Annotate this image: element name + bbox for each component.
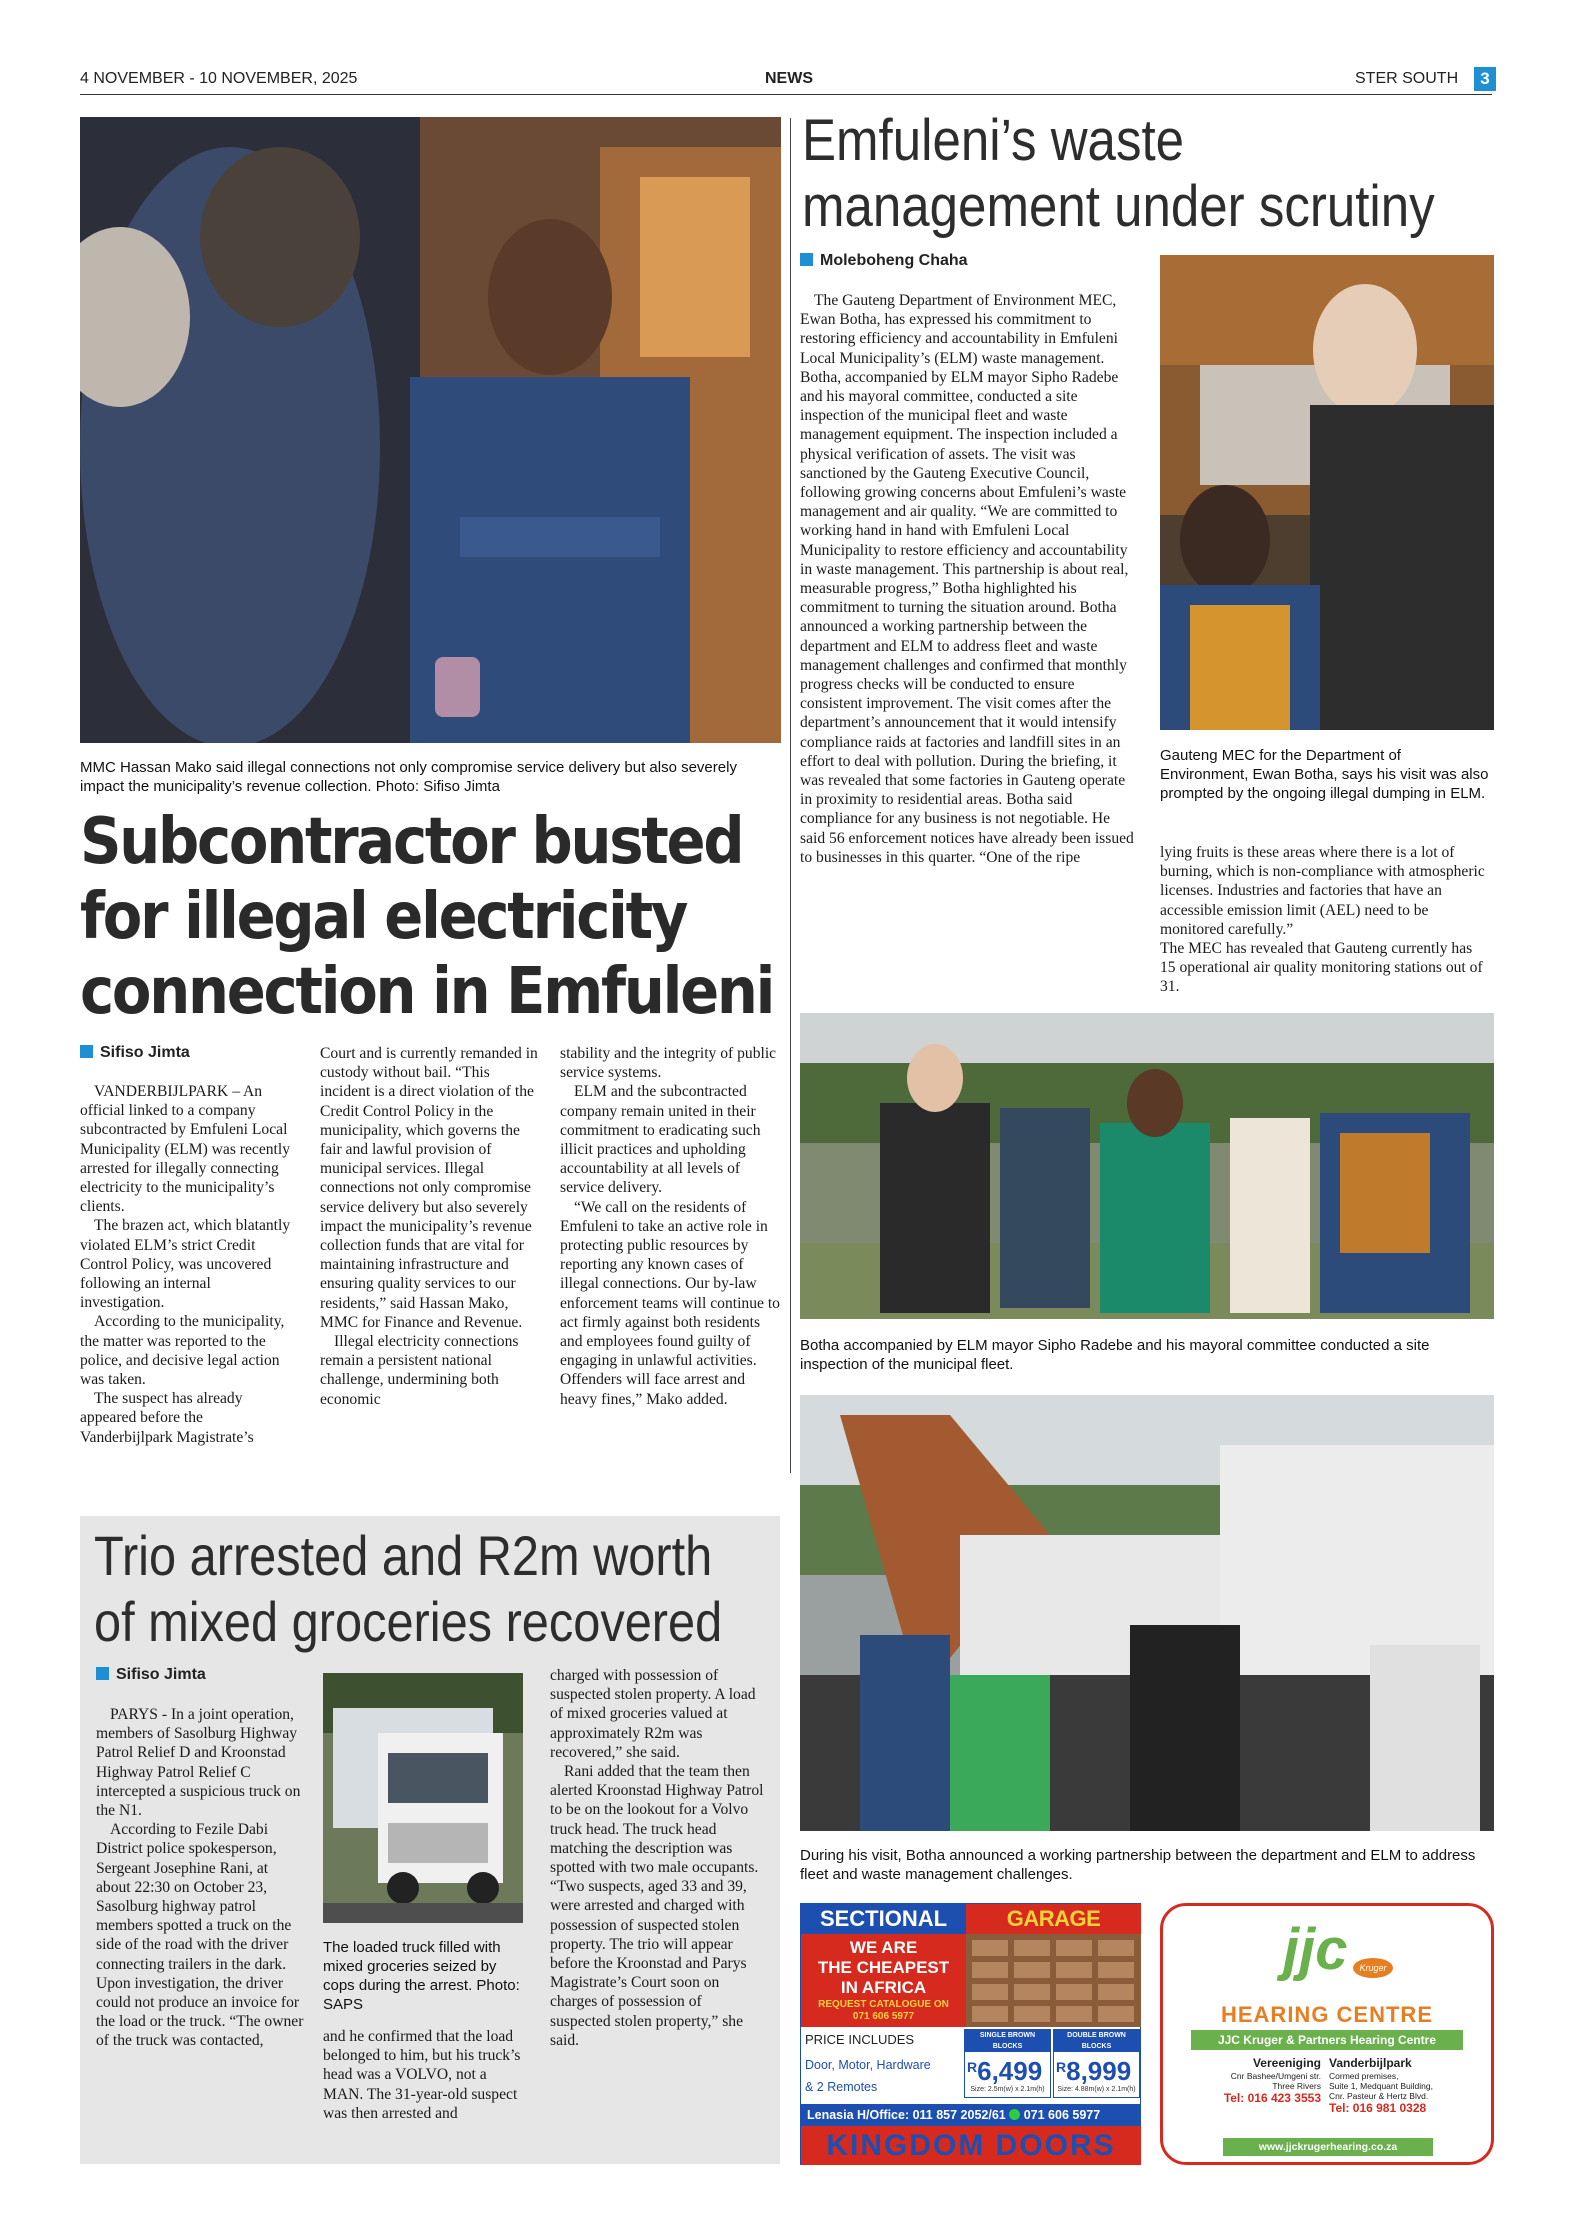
kingdom-doors-ad[interactable] (800, 1903, 1141, 2165)
ad-garage-doors-label: GARAGE (966, 1904, 1141, 1934)
vereeniging-block (1181, 2056, 1321, 2106)
story3-column-2 (323, 2027, 528, 2123)
double-size: Size: 4.88m(w) x 2.1m(h) (1057, 2086, 1136, 2093)
catalogue-text: REQUEST CATALOGUE ON (818, 1999, 949, 2010)
price-includes-label: PRICE INCLUDES (805, 2032, 915, 2047)
currency-symbol: R (967, 2059, 978, 2075)
column-divider (790, 118, 791, 1473)
garage-door-image (966, 1934, 1141, 2027)
hearing-website[interactable]: www.jjckrugerhearing.co.za (1223, 2138, 1433, 2156)
includes-item: & 2 Remotes (805, 2080, 878, 2094)
paragraph: Illegal electricity connections remain a persistent national challenge, undermining both economic (320, 1333, 519, 1408)
kingdom-doors-brand: KINGDOM DOORS (801, 2126, 1141, 2165)
paragraph: and he confirmed that the load belonged to him, but his truck’s head was a VOLVO, not a MAN. The 31-year-old suspect was then arrested and (323, 2028, 521, 2122)
byline-marker (80, 1045, 93, 1058)
story2-column-1 (800, 291, 1136, 867)
branch-line: Three Rivers (1272, 2081, 1321, 2091)
double-price-box (1053, 2029, 1140, 2098)
cheapest-line: THE CHEAPEST (817, 1958, 950, 1977)
double-price-value: 8,999 (1066, 2056, 1132, 2086)
ewan-botha-photo (1160, 255, 1494, 730)
paragraph: PARYS - In a joint operation, members of Sasolburg Highway Patrol Relief D and Kroonstad Highway Patrol Relief C intercepted a suspicious truck on the N1. (96, 1706, 301, 1820)
double-price (1054, 2052, 1139, 2086)
branch-tel: Tel: 016 981 0328 (1329, 2101, 1427, 2115)
header-rule (80, 94, 1492, 95)
vanderbijlpark-block (1329, 2056, 1489, 2116)
branch-line: Cnr Bashee/Umgeni str. (1230, 2071, 1321, 2081)
office-text: Lenasia H/Office: 011 857 2052/61 (807, 2108, 1006, 2122)
hearing-centre-title: HEARING CENTRE (1220, 2002, 1433, 2027)
paragraph: charged with possession of suspected stolen property. A load of mixed groceries valued at approximately R2m was recovered,” she said. (550, 1667, 756, 1761)
double-label: DOUBLE BROWN BLOCKS (1054, 2030, 1139, 2052)
story1-byline (80, 1044, 190, 1062)
byline-marker (800, 253, 813, 266)
paragraph: The brazen act, which blatantly violated ELM’s strict Credit Control Policy, was uncovered following an internal investigation. (80, 1217, 291, 1312)
page-number: 3 (1474, 67, 1496, 91)
story1-photo-caption: MMC Hassan Mako said illegal connections not only compromise service delivery but also severely impact the municipality’s revenue collection. Photo: Sifiso Jimta (80, 759, 737, 795)
includes-item: Door, Motor, Hardware (805, 2058, 931, 2072)
story3-headline (94, 1523, 790, 1655)
story1-headline-line: Subcontractor busted (80, 805, 743, 879)
ad-cheapest-banner (801, 1934, 966, 2027)
branch-name: Vereeniging (1252, 2056, 1321, 2070)
ad-sectional-label: SECTIONAL (801, 1904, 966, 1934)
byline-name: Sifiso Jimta (100, 1044, 190, 1061)
single-price-value: 6,499 (977, 2056, 1043, 2086)
branch-line: Suite 1, Medquant Building, (1329, 2081, 1433, 2091)
office-bar (801, 2104, 1141, 2126)
story3-headline-line: of mixed groceries recovered (94, 1590, 723, 1653)
paragraph: According to the municipality, the matter was reported to the police, and decisive legal action was taken. (80, 1313, 285, 1389)
paper-name: STER SOUTH (1355, 70, 1459, 87)
story2-photo2-caption: Botha accompanied by ELM mayor Sipho Radebe and his mayoral committee conducted a site inspection of the municipal fleet. (800, 1337, 1430, 1373)
site-inspection-photo (800, 1013, 1494, 1319)
story2-byline (800, 252, 968, 270)
story2-photo3-caption: During his visit, Botha announced a working partnership between the department and ELM to address fleet and waste management challenges. (800, 1847, 1476, 1883)
issue-date: 4 NOVEMBER - 10 NOVEMBER, 2025 (80, 70, 358, 87)
single-label: SINGLE BROWN BLOCKS (965, 2030, 1050, 2052)
story2-photo1-caption: Gauteng MEC for the Department of Environment, Ewan Botha, says his visit was also prompted by the ongoing illegal dumping in ELM. (1160, 747, 1489, 802)
paragraph: According to Fezile Dabi District police spokesperson, Sergeant Josephine Rani, at about 22:30 on October 23, Sasolburg highway patrol members spotted a truck on the side of the road with the driver connecting trailers in the dark. Upon investigation, the driver could not produce an invoice for the load or the truck. “The owner of the truck was contacted, (96, 1821, 304, 2050)
branch-line: Cormed premises, (1329, 2071, 1399, 2081)
paragraph: Court and is currently remanded in custody without bail. “This incident is a direct violation of the Credit Control Policy in the municipality, which governs the fair and lawful provision of municipal services. Illegal connections not only compromise service delivery but also severely impact the municipality’s revenue collection funds that are vital for maintaining infrastructure and ensuring quality services to our residents,” said Hassan Mako, MMC for Finance and Revenue. (320, 1045, 538, 1331)
story3-photo-caption: The loaded truck filled with mixed groceries seized by cops during the arrest. Photo: SAPS (323, 1939, 520, 2013)
story2-column-2 (1160, 843, 1490, 997)
fleet-inspection-photo (800, 1395, 1494, 1831)
story1-headline (80, 805, 800, 1030)
paragraph: The suspect has already appeared before the Vanderbijlpark Magistrate’s (80, 1390, 254, 1446)
seized-truck-photo (323, 1673, 523, 1923)
price-includes-items (805, 2054, 931, 2098)
story1-headline-line: connection in Emfuleni (80, 955, 774, 1029)
kruger-tag: Kruger (1353, 1958, 1393, 1978)
whatsapp-icon (1009, 2109, 1020, 2120)
story2-headline-line: management under scrutiny (802, 174, 1435, 239)
jjc-logo: jjc (1283, 1917, 1348, 1982)
story3-headline-line: Trio arrested and R2m worth (94, 1524, 713, 1587)
story2-headline-line: Emfuleni’s waste (802, 108, 1185, 173)
single-price-box (964, 2029, 1051, 2098)
mmc-hassan-mako-photo (80, 117, 781, 743)
jjc-hearing-ad[interactable] (1160, 1903, 1494, 2165)
hearing-subtitle: JJC Kruger & Partners Hearing Centre (1191, 2030, 1463, 2050)
story2-headline (802, 108, 1506, 240)
cheapest-line: WE ARE (849, 1938, 918, 1957)
paragraph: stability and the integrity of public service systems. (560, 1045, 777, 1082)
single-size: Size: 2.5m(w) x 2.1m(h) (970, 2086, 1045, 2093)
catalogue-phone: 071 606 5977 (852, 2011, 915, 2022)
branch-line: Cnr. Pasteur & Hertz Blvd. (1329, 2091, 1429, 2101)
cheapest-line: IN AFRICA (840, 1978, 927, 1997)
byline-name: Sifiso Jimta (116, 1666, 206, 1683)
paragraph: The Gauteng Department of Environment MEC, Ewan Botha, has expressed his commitment to restoring efficiency and accountability in Emfuleni Local Municipality’s (ELM) waste management. Botha, accompanied by ELM mayor Sipho Radebe and his mayoral committee, conducted a site inspection of the municipal fleet and waste management equipment. The inspection included a physical verification of assets. The visit was sanctioned by the Gauteng Executive Council, following growing concerns about Emfuleni’s waste management and air quality. “We are committed to working hand in hand with Emfuleni Local Municipality to restore efficiency and accountability in waste management. This partnership is about real, measurable progress,” Botha highlighted his commitment to turning the situation around. Botha announced a working partnership between the department and ELM to address fleet and waste management challenges and confirmed that monthly progress checks will be conducted to ensure consistent improvement. The visit comes after the department’s announcement that it would intensify compliance raids at factories and landfill sites in an effort to deal with pollution. During the briefing, it was revealed that some factories in Gauteng operate in proximity to residential areas. Botha said compliance for any business is not negotiable. He said 56 enforcement notices have already been issued to businesses in this quarter. “One of the ripe (800, 292, 1134, 866)
paragraph: The MEC has revealed that Gauteng currently has 15 operational air quality monitoring stations out of 31. (1160, 940, 1483, 996)
story1-headline-line: for illegal electricity (80, 880, 687, 954)
paragraph: “We call on the residents of Emfuleni to take an active role in protecting public resources by reporting any known cases of illegal connections. Our by-law enforcement teams will continue to act firmly against both residents and employees found guilty of engaging in unlawful activities. Offenders will face arrest and heavy fines,” Mako added. (560, 1198, 780, 1408)
single-price (965, 2052, 1050, 2086)
currency-symbol: R (1056, 2059, 1067, 2075)
branch-name: Vanderbijlpark (1329, 2056, 1412, 2070)
branch-tel: Tel: 016 423 3553 (1223, 2091, 1321, 2105)
paragraph: Rani added that the team then alerted Kroonstad Highway Patrol to be on the lookout for a Volvo truck head. The truck head matching the description was spotted with two male occupants. “Two suspects, aged 33 and 39, were arrested and charged with possession of suspected stolen property. The trio will appear before the Kroonstad and Parys Magistrate’s Court soon on charges of possession of suspected stolen property,” she said. (550, 1763, 764, 2049)
story1-column-2 (320, 1044, 538, 1409)
story1-column-1 (80, 1082, 298, 1447)
office-phone: 071 606 5977 (1023, 2108, 1101, 2122)
story3-column-3 (550, 1666, 765, 2050)
story3-column-1 (96, 1705, 304, 2051)
paragraph: lying fruits is these areas where there is a lot of burning, which is non-compliance with atmospheric licenses. Industries and factories that have an accessible emission limit (AEL) need to be monitored carefully.” (1160, 844, 1485, 938)
section-label: NEWS (765, 70, 813, 87)
byline-name: Moleboheng Chaha (820, 252, 968, 269)
paragraph: VANDERBIJLPARK – An official linked to a company subcontracted by Emfuleni Local Municipality (ELM) was recently arrested for illegally connecting electricity to the municipality’s clients. (80, 1083, 291, 1216)
story3-byline (96, 1666, 206, 1684)
paragraph: ELM and the subcontracted company remain united in their commitment to eradicating such illicit practices and upholding accountability at all levels of service delivery. (560, 1083, 761, 1197)
story1-column-3 (560, 1044, 782, 1409)
byline-marker (96, 1667, 109, 1680)
